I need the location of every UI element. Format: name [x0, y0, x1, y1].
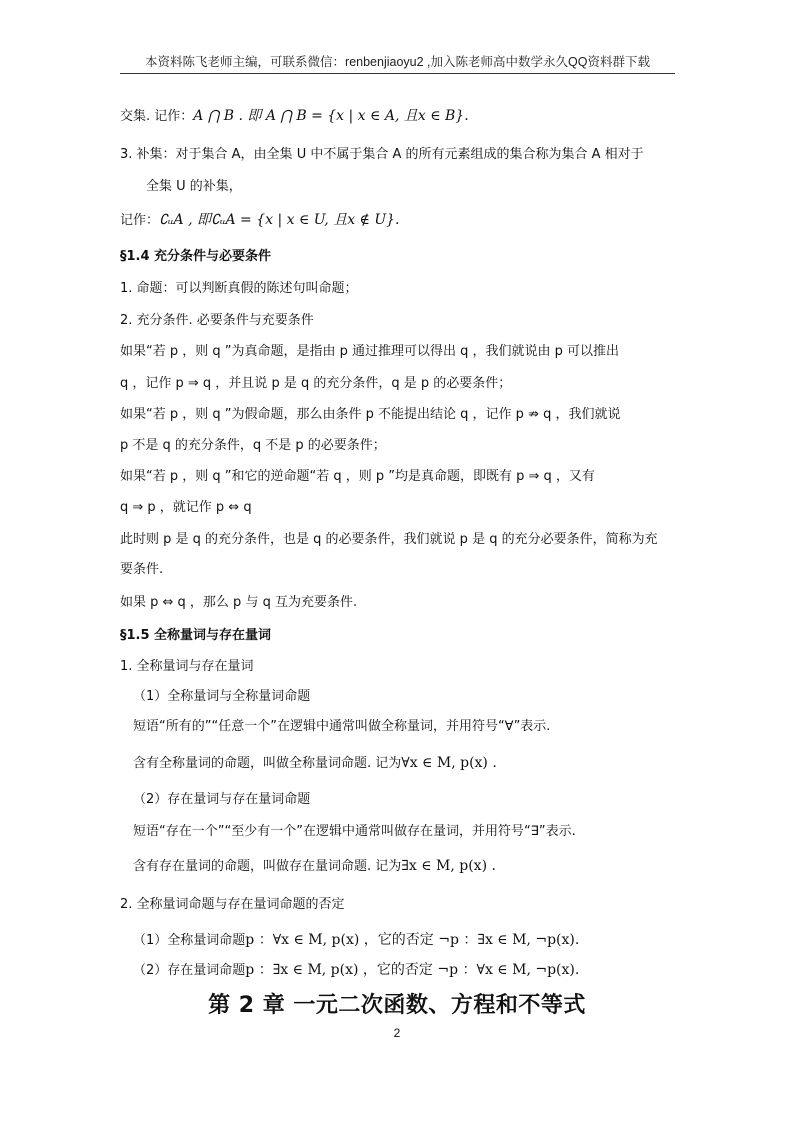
section-heading: §1.5 全称量词与存在量词 [120, 628, 272, 643]
text-line: 如果 p ⇔ q ，那么 p 与 q 互为充要条件. [120, 595, 358, 610]
math-expression: ∁ᵤA , 即∁ᵤA = {x | x ∈ U, 且x ∉ U}. [159, 212, 400, 228]
text-fragment: （2）存在量词命题 [133, 963, 246, 978]
text-fragment: 含有全称量词的命题，叫做全称量词命题. 记为 [133, 756, 402, 771]
text-line [120, 210, 400, 231]
text-line: 短语“所有的”“任意一个”在逻辑中通常叫做全称量词，并用符号“∀”表示. [133, 719, 551, 734]
text-line: 全集 U 的补集， [146, 179, 242, 194]
text-line: p 不是 q 的充分条件，q 不是 p 的必要条件； [120, 438, 386, 453]
text-line: （1）全称量词与全称量词命题 [133, 689, 311, 704]
text-line: 要条件. [120, 562, 164, 577]
chapter-title: 第 2 章 一元二次函数、方程和不等式 [208, 993, 586, 1018]
text-line [133, 753, 497, 774]
text-fragment: 含有存在量词的命题，叫做存在量词命题. 记为 [133, 859, 402, 874]
page-number: 2 [393, 1026, 401, 1040]
text-line: 2. 全称量词命题与存在量词命题的否定 [120, 897, 345, 912]
math-expression: ∃x ∈ M, p(x) . [401, 858, 496, 874]
text-line: 短语“存在一个”“至少有一个”在逻辑中通常叫做存在量词，并用符号“∃”表示. [133, 824, 576, 839]
text-line [133, 960, 579, 981]
text-line: 1. 全称量词与存在量词 [120, 659, 254, 674]
text-line: 3. 补集：对于集合 A，由全集 U 中不属于集合 A 的所有元素组成的集合称为集合 A 相对于 [120, 147, 644, 162]
text-fragment: 记作： [120, 213, 160, 228]
text-line: 此时则 p 是 q 的充分条件，也是 q 的必要条件，我们就说 p 是 q 的充分必要条件，简称为充 [120, 532, 658, 547]
text-line: q ，记作 p ⇒ q ，并且说 p 是 q 的充分条件，q 是 p 的必要条件； [120, 376, 512, 391]
math-expression: p ：∀x ∈ M, p(x) ，它的否定 ¬p ：∃x ∈ M, ¬p(x). [245, 932, 580, 948]
header-rule [120, 73, 675, 74]
math-expression: A ⋂ B . 即 A ⋂ B = {x | x ∈ A, 且x ∈ B}. [193, 108, 469, 124]
text-line [120, 106, 469, 127]
page-header: 本资料陈飞老师主编，可联系微信：renbenjiaoyu2 ,加入陈老师高中数学永久QQ资料群下载 [145, 55, 650, 69]
text-line: 如果“若 p ，则 q ”为假命题，那么由条件 p 不能提出结论 q ，记作 p ⇏ q ，我们就说 [120, 407, 621, 422]
text-line [133, 930, 579, 951]
text-line: 如果“若 p ，则 q ”和它的逆命题“若 q ，则 p ”均是真命题，即既有 p ⇒ q ，又有 [120, 469, 595, 484]
text-line [133, 856, 496, 877]
text-line: （2）存在量词与存在量词命题 [133, 792, 311, 807]
text-fragment: 交集. 记作： [120, 109, 194, 124]
text-line: 1. 命题：可以判断真假的陈述句叫命题； [120, 281, 358, 296]
text-line: 2. 充分条件. 必要条件与充要条件 [120, 313, 314, 328]
text-line: 如果“若 p ，则 q ”为真命题，是指由 p 通过推理可以得出 q ，我们就说由 p 可以推出 [120, 344, 620, 359]
math-expression: p ：∃x ∈ M, p(x) ，它的否定 ¬p ：∀x ∈ M, ¬p(x). [245, 962, 580, 978]
text-fragment: （1）全称量词命题 [133, 933, 246, 948]
section-heading: §1.4 充分条件与必要条件 [120, 249, 272, 264]
math-expression: ∀x ∈ M, p(x) . [401, 755, 497, 771]
text-line: q ⇒ p ，就记作 p ⇔ q [120, 500, 252, 515]
